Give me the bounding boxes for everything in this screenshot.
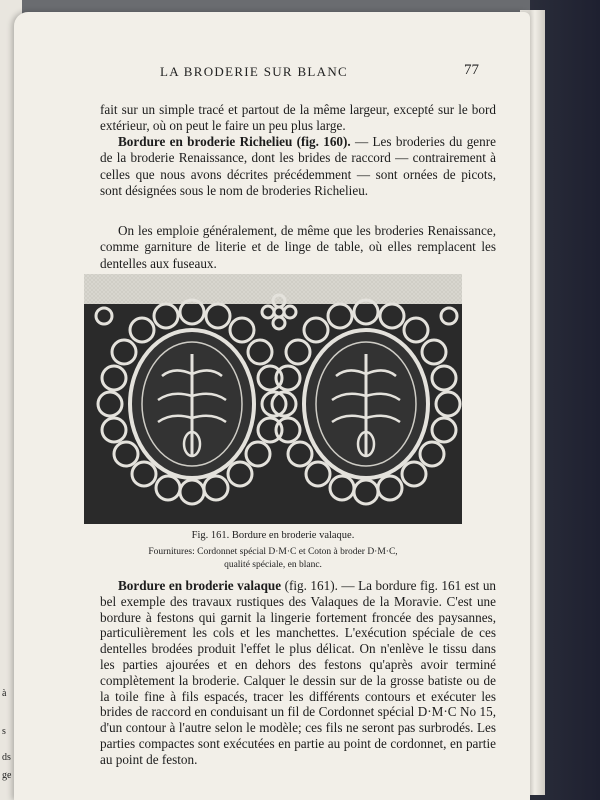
page-number: 77 xyxy=(464,62,479,78)
paragraph-text: fait sur un simple tracé et partout de la même largeur, excepté sur le bord extérieur, où on peut le faire un peu plus large. xyxy=(100,102,496,134)
running-title: LA BRODERIE SUR BLANC xyxy=(160,64,349,79)
paragraph xyxy=(100,223,496,272)
paragraph-text: — La bordure fig. 161 est un bel exemple des travaux rustiques des Valaques de la Moravie. C'est une bordure à festons qui garnit la lingerie fortement froncée des paysannes, particulièrement les cols et les manchettes. L'exécution spéciale de ces dentelles brodées produit l'effet le plus délicat. On n'enlève le tissu dans les parties ajourées et en dehors des festons qu'après avoir terminé complètement la broderie. Calquer le dessin sur de la grosse batiste ou de la toile fine à fils espacés, tracer les différents contours et exécuter les brides de raccord en conduisant un fil de Cordonnet spécial D·M·C No 15, d'un contour à l'autre selon le modèle; ces fils ne seront pas surbrodés. Les parties compactes sont exécutées en partie au point de cordonnet, en partie au point de feston. xyxy=(100,578,497,767)
paragraph-text: — Les broderies du genre de la broderie Renaissance, dont les brides de raccord — contrairement à celles que nous avons décrites précédemment — sont ornées de picots, sont désignées sous le nom de broderies Richelieu. xyxy=(100,134,496,198)
paragraph-valaque xyxy=(100,578,496,768)
section-heading: Bordure en broderie valaque xyxy=(118,578,282,593)
facing-page-fragment: à xyxy=(2,688,7,699)
paragraph-richelieu xyxy=(100,134,496,199)
figure-caption: Fig. 161. Bordure en broderie valaque. xyxy=(191,530,355,541)
book-page xyxy=(14,12,530,800)
facing-page-fragment: ge xyxy=(2,770,12,781)
figure-reference: (fig. 161). xyxy=(281,578,338,593)
facing-page-fragment: ds xyxy=(2,752,11,763)
supplies-line: Fournitures: Cordonnet spécial D·M·C et Coton à broder D·M·C, xyxy=(148,547,398,557)
supplies-line: qualité spéciale, en blanc. xyxy=(224,560,322,570)
figure-supplies xyxy=(84,546,462,572)
facing-page-fragment: s xyxy=(2,726,6,737)
embroidery-photo xyxy=(84,274,462,524)
paragraph-text: On les emploie généralement, de même que les broderies Renaissance, comme garniture de literie et de linge de table, où elles remplacent les dentelles aux fuseaux. xyxy=(100,223,496,271)
section-heading: Bordure en broderie Richelieu (fig. 160). xyxy=(118,134,351,149)
paragraph xyxy=(100,102,496,135)
